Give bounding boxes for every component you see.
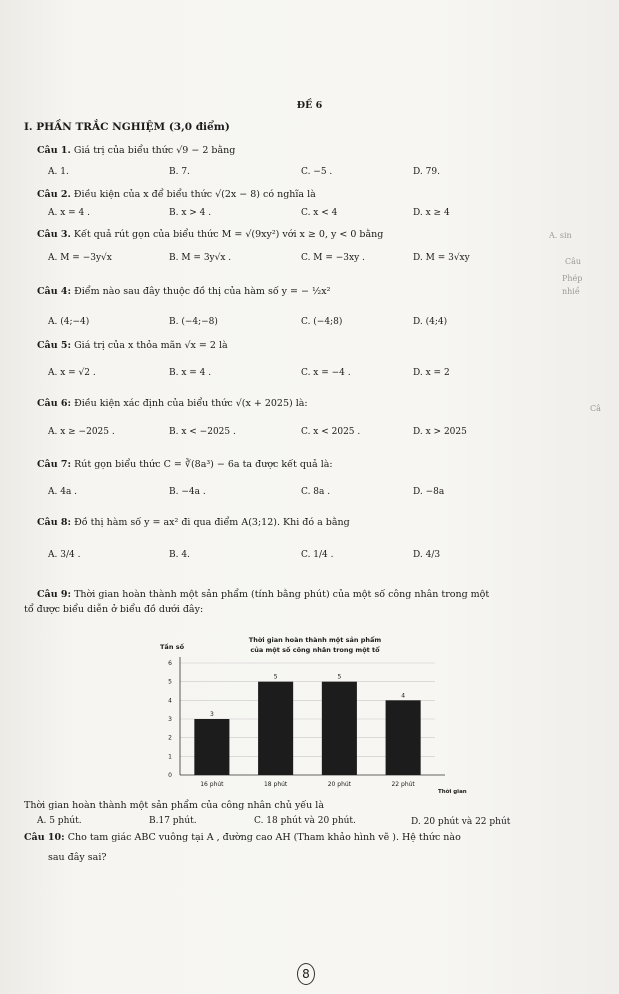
- q7-option-a: A. 4a .: [48, 487, 78, 497]
- question-7-label: Câu 7:: [37, 459, 72, 470]
- page-number: 8: [297, 963, 315, 985]
- q1-option-b: B. 7.: [169, 167, 190, 177]
- question-5: [37, 340, 228, 351]
- question-7-text: Rút gọn biểu thức C = ∛(8a³) − 6a ta được kết quả là:: [74, 459, 333, 470]
- question-9-text: Thời gian hoàn thành một sản phẩm (tính bằng phút) của một số công nhân trong một: [74, 589, 490, 600]
- margin-note-3: Phép: [562, 274, 583, 283]
- q6-option-d: D. x > 2025: [413, 427, 467, 437]
- chart-data-label: 4: [401, 692, 406, 700]
- chart-bar: [386, 700, 421, 775]
- q4-option-c: C. (−4;8): [301, 317, 343, 327]
- q2-option-d: D. x ≥ 4: [413, 208, 450, 218]
- chart-xtick-label: 18 phút: [263, 781, 288, 788]
- chart-ytick-label: 1: [168, 753, 172, 761]
- chart-ytick-label: 2: [168, 734, 172, 742]
- q3-option-d: D. M = 3√xy: [413, 253, 470, 263]
- question-10-text-line2: sau đây sai?: [48, 852, 107, 863]
- question-3-text: Kết quả rút gọn của biểu thức M = √(9xy²) với x ≥ 0, y < 0 bằng: [73, 229, 384, 240]
- q7-option-c: C. 8a .: [301, 487, 331, 497]
- exam-title: ĐỀ 6: [296, 100, 323, 111]
- question-5-label: Câu 5:: [37, 340, 72, 351]
- question-8-label: Câu 8:: [37, 517, 72, 528]
- question-2-label: Câu 2.: [37, 189, 71, 200]
- q2-option-a: A. x = 4 .: [48, 208, 91, 218]
- question-3: [37, 229, 383, 240]
- q5-option-b: B. x = 4 .: [169, 368, 212, 378]
- q9-option-a: A. 5 phút.: [37, 816, 82, 826]
- q7-option-b: B. −4a .: [169, 487, 206, 497]
- q6-option-a: A. x ≥ −2025 .: [48, 427, 115, 437]
- q9-option-b: B.17 phút.: [149, 816, 197, 826]
- question-7: [37, 459, 333, 470]
- question-9-prompt: Thời gian hoàn thành một sản phẩm của công nhân chủ yếu là: [24, 800, 324, 811]
- margin-note-2: Câu: [565, 257, 582, 266]
- chart-xtick-label: 20 phút: [327, 781, 352, 788]
- section-title: I. PHẦN TRẮC NGHIỆM (3,0 điểm): [24, 121, 230, 133]
- chart-bar: [194, 719, 229, 775]
- q2-option-b: B. x > 4 .: [169, 208, 212, 218]
- question-9: [37, 589, 489, 600]
- chart-ylabel: Tần số: [160, 643, 185, 651]
- question-6-text: Điều kiện xác định của biểu thức √(x + 2025) là:: [74, 398, 308, 409]
- chart-ytick-label: 0: [168, 772, 172, 779]
- question-4: [37, 286, 330, 297]
- q1-option-d: D. 79.: [413, 167, 440, 177]
- question-8-text: Đồ thị hàm số y = ax² đi qua điểm A(3;12). Khi đó a bằng: [74, 517, 350, 528]
- q8-option-b: B. 4.: [169, 550, 190, 560]
- question-4-label: Câu 4:: [37, 286, 72, 297]
- q5-option-d: D. x = 2: [413, 368, 450, 378]
- chart-subtitle: của một số công nhân trong một tổ: [250, 646, 380, 654]
- q1-option-a: A. 1.: [48, 167, 69, 177]
- q4-option-d: D. (4;4): [413, 317, 448, 327]
- q4-option-b: B. (−4;−8): [169, 317, 218, 327]
- q3-option-a: A. M = −3y√x: [48, 253, 112, 263]
- q1-option-c: C. −5 .: [301, 167, 333, 177]
- margin-note-1: A. sin: [549, 231, 572, 240]
- question-6: [37, 398, 308, 409]
- bar-chart: [150, 633, 480, 798]
- chart-xtick-label: 16 phút: [200, 781, 224, 788]
- q8-option-d: D. 4/3: [413, 550, 441, 560]
- question-1-label: Câu 1.: [37, 145, 71, 156]
- question-3-label: Câu 3.: [37, 229, 71, 240]
- q3-option-b: B. M = 3y√x .: [169, 253, 232, 263]
- chart-title: Thời gian hoàn thành một sản phẩm: [248, 636, 382, 644]
- q6-option-b: B. x < −2025 .: [169, 427, 236, 437]
- question-2-text: Điều kiện của x để biểu thức √(2x − 8) có nghĩa là: [73, 189, 316, 200]
- q2-option-c: C. x < 4: [301, 208, 338, 218]
- chart-bar: [258, 682, 293, 775]
- chart-ytick-label: 3: [168, 716, 172, 723]
- chart-data-label: 3: [209, 711, 214, 718]
- question-10: [24, 832, 461, 843]
- q8-option-c: C. 1/4 .: [301, 550, 334, 560]
- question-9-label: Câu 9:: [37, 589, 72, 600]
- question-1: [37, 145, 235, 156]
- question-9-text-line2: tổ được biểu diễn ở biểu đồ dưới đây:: [24, 604, 204, 615]
- question-1-text: Giá trị của biểu thức √9 − 2 bằng: [73, 145, 236, 156]
- q8-option-a: A. 3/4 .: [48, 550, 81, 560]
- q3-option-c: C. M = −3xy .: [301, 253, 365, 263]
- question-8: [37, 517, 350, 528]
- chart-data-label: 5: [273, 673, 278, 681]
- question-2: [37, 189, 316, 200]
- q5-option-a: A. x = √2 .: [48, 368, 96, 378]
- q6-option-c: C. x < 2025 .: [301, 427, 361, 437]
- q9-option-c: C. 18 phút và 20 phút.: [254, 816, 356, 826]
- question-6-label: Câu 6:: [37, 398, 72, 409]
- chart-ytick-label: 4: [168, 697, 172, 705]
- chart-ytick-label: 5: [168, 678, 172, 686]
- question-10-label: Câu 10:: [24, 832, 65, 843]
- margin-note-4: nhiề: [562, 287, 580, 296]
- margin-note-5: Câ: [590, 404, 601, 413]
- question-10-text: Cho tam giác ABC vuông tại A , đường cao AH (Tham khảo hình vẽ ). Hệ thức nào: [67, 832, 461, 843]
- question-4-text: Điểm nào sau đây thuộc đồ thị của hàm số y = − ½x²: [74, 286, 331, 297]
- chart-xlabel: Thời gian: [438, 789, 467, 795]
- chart-bar: [322, 682, 357, 775]
- chart-xtick-label: 22 phút: [391, 781, 415, 788]
- q7-option-d: D. −8a: [413, 487, 445, 497]
- question-5-text: Giá trị của x thỏa mãn √x = 2 là: [74, 340, 228, 351]
- q5-option-c: C. x = −4 .: [301, 368, 351, 378]
- chart-ytick-label: 6: [168, 660, 172, 667]
- bar-chart-svg: [150, 633, 480, 798]
- chart-data-label: 5: [337, 673, 342, 681]
- q4-option-a: A. (4;−4): [48, 317, 90, 327]
- q9-option-d: D. 20 phút và 22 phút: [411, 817, 511, 827]
